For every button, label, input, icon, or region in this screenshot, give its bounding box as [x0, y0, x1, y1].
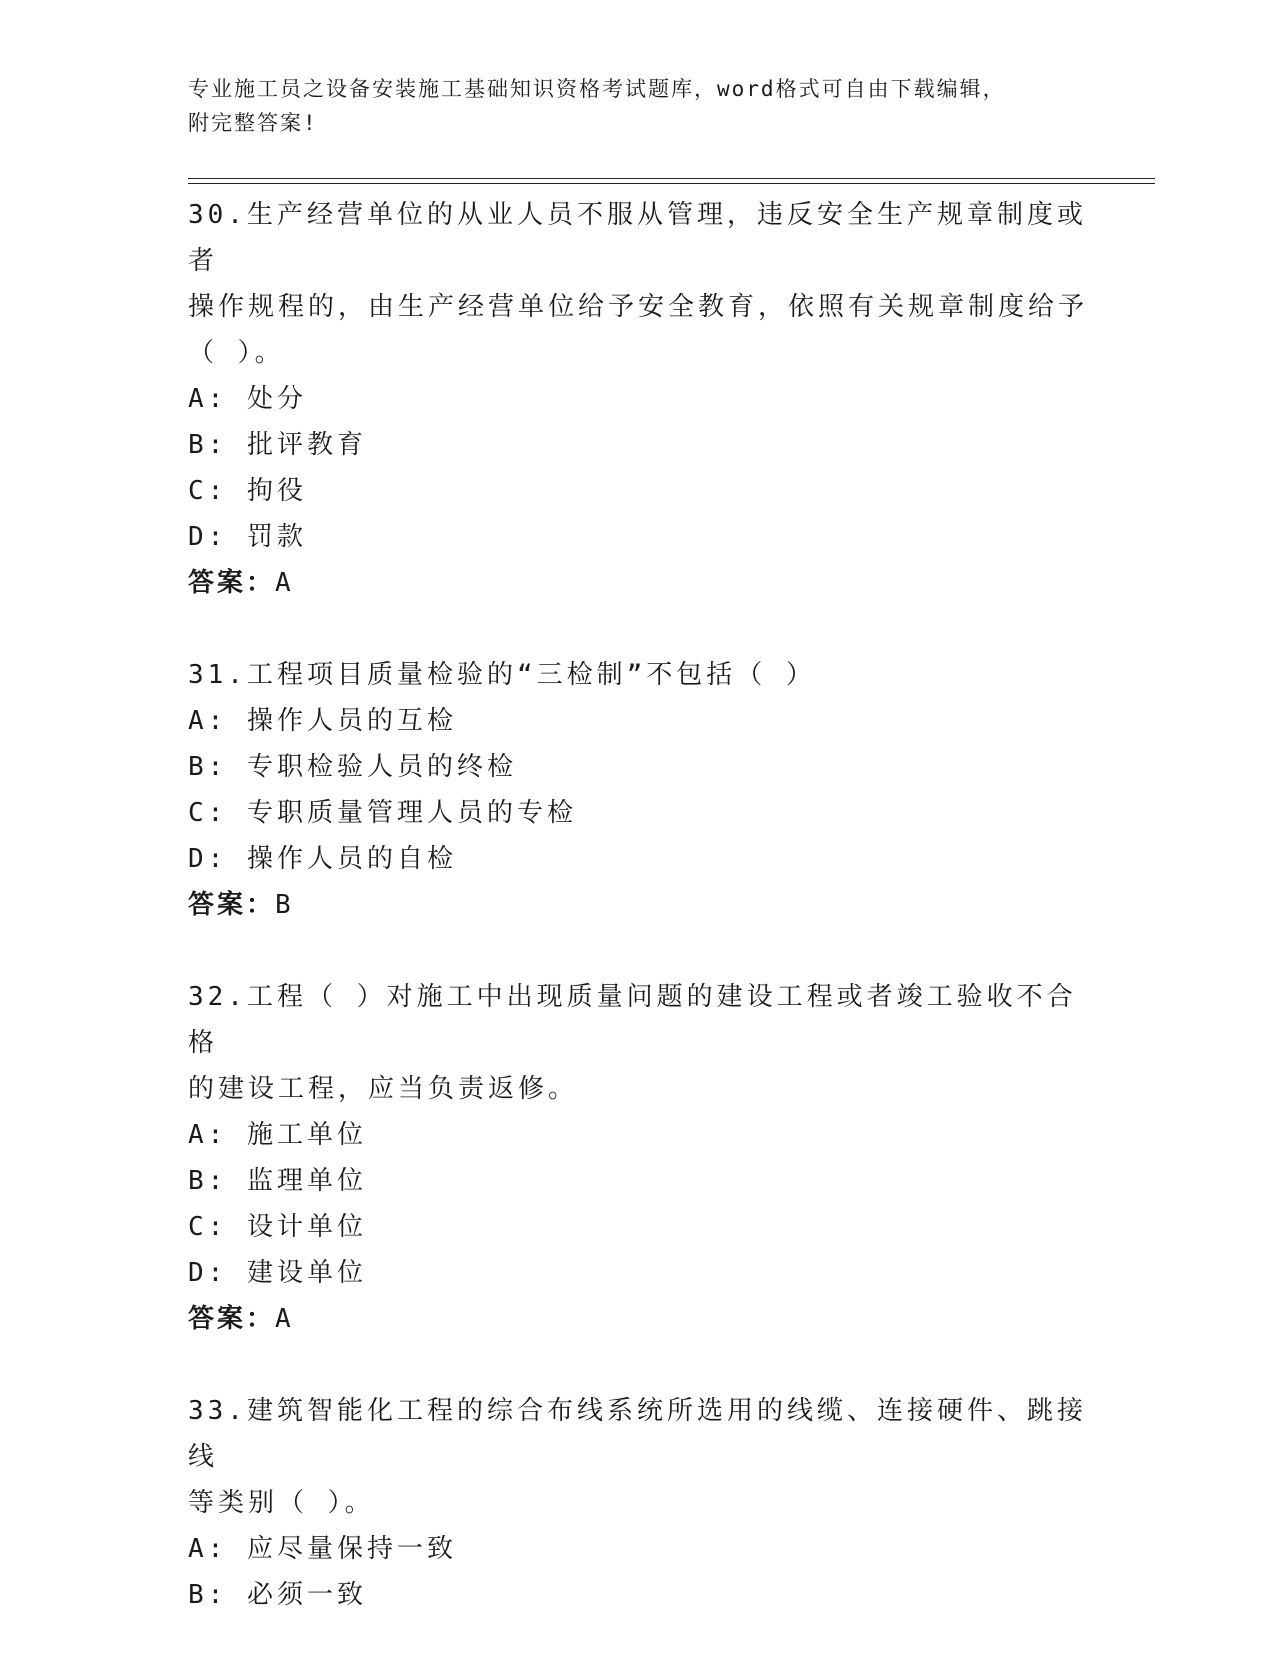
- option-b: B: 批评教育: [188, 430, 367, 460]
- question-stem-line: 32.工程（ ）对施工中出现质量问题的建设工程或者竣工验收不合格: [188, 982, 1077, 1058]
- option-c: C: 拘役: [188, 476, 307, 506]
- question-stem-line: 31.工程项目质量检验的“三检制”不包括（ ）: [188, 660, 816, 690]
- answer-label: 答案：: [188, 568, 276, 598]
- question-list: [188, 192, 1088, 1664]
- option-d: D: 操作人员的自检: [188, 844, 457, 874]
- answer-line: [188, 882, 1088, 928]
- header-divider-top: [188, 178, 1155, 179]
- answer-label: 答案：: [188, 1304, 276, 1334]
- option-d: D: 罚款: [188, 522, 307, 552]
- question-32: [188, 974, 1088, 1342]
- question-31: [188, 652, 1088, 928]
- option-a: A: 应尽量保持一致: [188, 1534, 457, 1564]
- question-30: [188, 192, 1088, 606]
- header-divider-bottom: [188, 183, 1155, 184]
- question-stem-line: 操作规程的，由生产经营单位给予安全教育，依照有关规章制度给予: [188, 292, 1089, 322]
- header-line-1: 专业施工员之设备安装施工基础知识资格考试题库，word格式可自由下载编辑，: [188, 77, 1006, 101]
- question-stem-line: 33.建筑智能化工程的综合布线系统所选用的线缆、连接硬件、跳接线: [188, 1396, 1087, 1472]
- option-b: B: 专职检验人员的终检: [188, 752, 517, 782]
- option-b: B: 必须一致: [188, 1580, 367, 1610]
- question-stem-line: 的建设工程，应当负责返修。: [188, 1074, 579, 1104]
- option-a: A: 操作人员的互检: [188, 706, 457, 736]
- answer-value: A: [275, 1304, 294, 1334]
- answer-line: [188, 560, 1088, 606]
- question-stem-line: 等类别（ ）。: [188, 1488, 375, 1518]
- option-a: A: 施工单位: [188, 1120, 367, 1150]
- question-stem-line: （ ）。: [188, 338, 285, 368]
- answer-value: A: [275, 568, 294, 598]
- option-c: C: 设计单位: [188, 1212, 367, 1242]
- option-b: B: 监理单位: [188, 1166, 367, 1196]
- header-line-2: 附完整答案!: [188, 111, 318, 135]
- answer-label: 答案：: [188, 890, 276, 920]
- answer-value: B: [275, 890, 294, 920]
- document-header: [188, 72, 1068, 140]
- question-stem-line: 30.生产经营单位的从业人员不服从管理，违反安全生产规章制度或者: [188, 200, 1087, 276]
- option-a: A: 处分: [188, 384, 307, 414]
- option-c: C: 专职质量管理人员的专检: [188, 798, 577, 828]
- question-33: [188, 1388, 1088, 1618]
- answer-line: [188, 1296, 1088, 1342]
- option-d: D: 建设单位: [188, 1258, 367, 1288]
